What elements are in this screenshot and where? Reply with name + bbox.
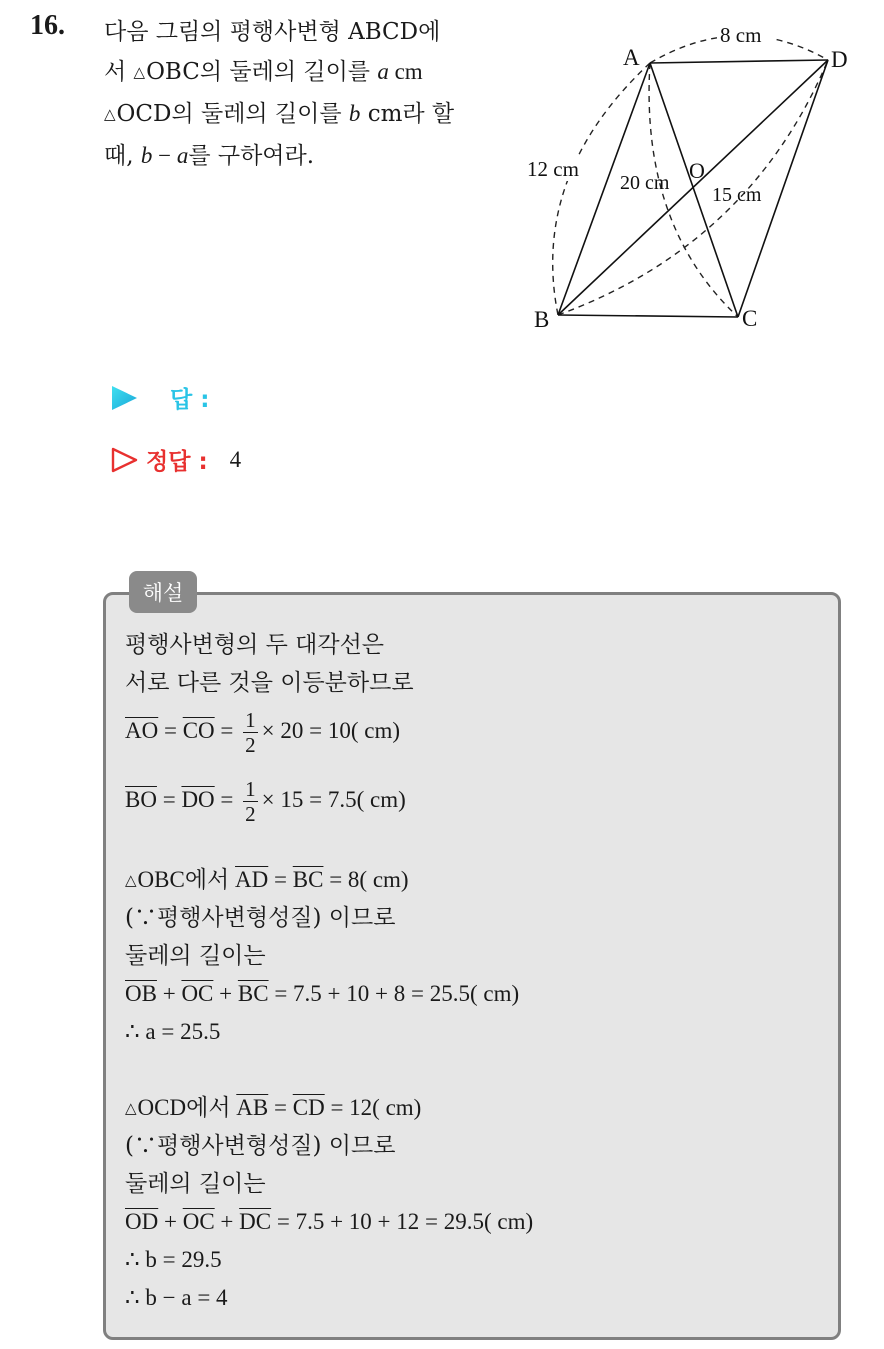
segment-ad: $\overline{AD}$ xyxy=(235,867,269,892)
label-ab-length: 12 cm xyxy=(527,157,579,181)
segment-bc: $\overline{BC}$ xyxy=(237,981,269,1006)
solution-text: OBC에서 xyxy=(137,867,236,892)
fraction-numerator: 1 xyxy=(245,708,256,732)
solution-text: = 12( cm) xyxy=(324,1095,422,1120)
solution-line: (∵평행사변형성질) 이므로 xyxy=(125,905,396,931)
problem-text-segment: OCD의 둘레의 길이를 xyxy=(116,101,349,127)
problem-line-3 xyxy=(104,94,499,136)
segment-oc: $\overline{OC}$ xyxy=(182,1209,215,1234)
problem-statement xyxy=(104,12,499,176)
final-answer: ∴ b − a = 4 xyxy=(125,1285,228,1310)
problem-text-segment: 를 구하여라. xyxy=(188,143,315,169)
correct-answer-value: 4 xyxy=(229,446,242,472)
vertex-d-label: D xyxy=(831,47,848,72)
problem-text-segment: OBC의 둘레의 길이를 xyxy=(146,59,378,85)
problem-text-segment: cm라 할 xyxy=(360,101,455,127)
segment-ob: $\overline{OB}$ xyxy=(125,981,157,1006)
therefore-b: ∴ b = 29.5 xyxy=(125,1247,222,1272)
triangle-symbol: △ xyxy=(125,871,137,889)
solution-line: 둘레의 길이는 xyxy=(125,943,266,969)
variable-b: b xyxy=(140,143,153,168)
outline-play-icon xyxy=(110,445,140,475)
ocd-heading: △OCD에서 $\overline{AB} = \overline{CD} = 12$( cm) xyxy=(125,1095,422,1120)
solution-line: 서로 다른 것을 이등분하므로 xyxy=(125,670,414,696)
segment-ao: $\overline{AO}$ xyxy=(125,717,159,743)
problem-text-segment: 다음 그림의 평행사변형 ABCD에 xyxy=(104,19,441,45)
segment-ab: $\overline{AB}$ xyxy=(236,1095,269,1120)
solution-line: 둘레의 길이는 xyxy=(125,1171,266,1197)
therefore-a: ∴ a = 25.5 xyxy=(125,1019,221,1044)
label-ac-length: 20 cm xyxy=(620,172,670,194)
segment-co: $\overline{CO}$ xyxy=(182,717,215,743)
diagonal-bd xyxy=(558,60,828,315)
problem-text-segment: 서 xyxy=(104,59,134,85)
equation-rest: × 15 = 7.5( cm) xyxy=(261,786,406,812)
solution-text: OCD에서 xyxy=(137,1095,237,1120)
variable-b: b xyxy=(348,101,361,126)
filled-play-icon xyxy=(110,383,140,413)
solution-line: 평행사변형의 두 대각선은 xyxy=(125,632,385,658)
problem-line-4 xyxy=(104,136,499,176)
correct-answer-row xyxy=(110,443,241,476)
problem-number: 16. xyxy=(30,10,65,41)
variable-a: a xyxy=(377,59,389,84)
point-o-label: O xyxy=(689,158,705,183)
triangle-symbol: △ xyxy=(125,1099,137,1117)
fraction xyxy=(243,708,258,757)
equation-rest: × 20 = 10( cm) xyxy=(261,717,401,743)
side-ad xyxy=(650,60,828,63)
fraction-denominator: 2 xyxy=(245,733,256,757)
equation-bo-do: $\overline{BO} = \overline{DO}$ = $\frac{1}{2}$ × 15 = 7.5( cm) xyxy=(125,777,406,826)
problem-line-1 xyxy=(104,12,499,52)
side-bc xyxy=(558,315,738,317)
answer-label: 답 : xyxy=(170,387,210,413)
minus-sign: − xyxy=(152,143,177,168)
solution-line: (∵평행사변형성질) 이므로 xyxy=(125,1133,396,1159)
parallelogram-figure xyxy=(520,15,860,340)
segment-bc: $\overline{BC}$ xyxy=(292,867,324,892)
triangle-symbol: △ xyxy=(104,105,116,123)
segment-do: $\overline{DO}$ xyxy=(181,786,215,812)
segment-dc: $\overline{DC}$ xyxy=(239,1209,272,1234)
segment-oc: $\overline{OC}$ xyxy=(181,981,214,1006)
label-ad-length: 8 cm xyxy=(720,23,762,47)
solution-tag: 해설 xyxy=(129,571,197,613)
answer-row xyxy=(110,381,209,414)
ocd-perimeter-equation: $\overline{OD} + \overline{OC} + \overline{DC} = 7.5 + 10 + 12 = 29.5$( cm) xyxy=(125,1209,534,1234)
label-bd-length: 15 cm xyxy=(712,184,762,206)
vertex-a-label: A xyxy=(623,45,640,70)
segment-od: $\overline{OD}$ xyxy=(125,1209,159,1234)
correct-answer-label: 정답 : xyxy=(146,449,208,475)
equation-rest: = 7.5 + 10 + 12 = 29.5( cm) xyxy=(271,1209,534,1234)
fraction xyxy=(243,777,258,826)
obc-heading: △OBC에서 $\overline{AD} = \overline{BC} = 8$( cm) xyxy=(125,867,409,892)
fraction-numerator: 1 xyxy=(245,777,256,801)
equation-ao-co: $\overline{AO} = \overline{CO}$ = $\frac{1}{2}$ × 20 = 10( cm) xyxy=(125,708,401,757)
vertex-c-label: C xyxy=(742,306,758,331)
vertex-b-label: B xyxy=(534,307,550,332)
fraction-denominator: 2 xyxy=(245,802,256,826)
problem-line-2 xyxy=(104,52,499,94)
equation-rest: = 7.5 + 10 + 8 = 25.5( cm) xyxy=(268,981,520,1006)
solution-text: = 8( cm) xyxy=(323,867,409,892)
segment-bo: $\overline{BO}$ xyxy=(125,786,157,812)
problem-text-segment: 때, xyxy=(104,143,141,169)
obc-perimeter-equation: $\overline{OB} + \overline{OC} + \overline{BC} = 7.5 + 10 + 8 = 25.5$( cm) xyxy=(125,981,520,1006)
unit-text: cm xyxy=(388,59,423,84)
segment-cd: $\overline{CD}$ xyxy=(292,1095,325,1120)
variable-a: a xyxy=(176,143,189,168)
triangle-symbol: △ xyxy=(133,63,146,81)
